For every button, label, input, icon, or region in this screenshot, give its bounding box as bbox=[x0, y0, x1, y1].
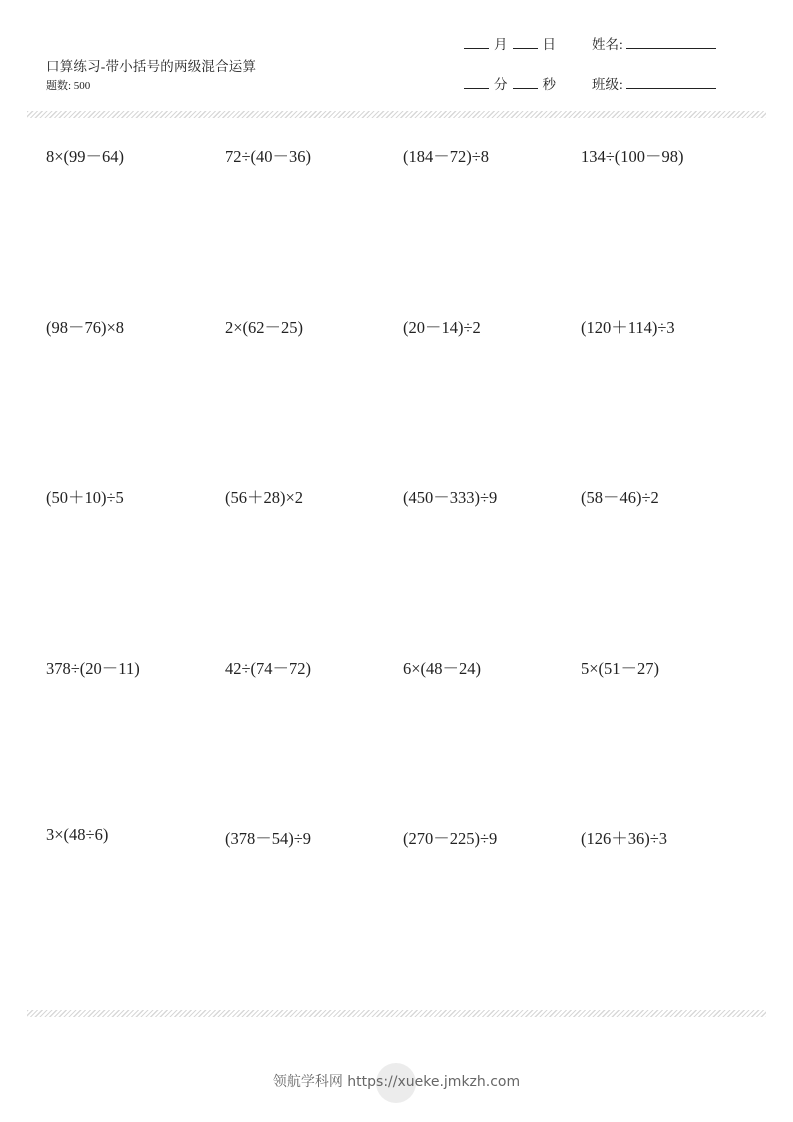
problem: (98－76)×8 bbox=[46, 317, 125, 337]
problem: (184－72)÷8 bbox=[403, 147, 490, 166]
problem-row bbox=[46, 143, 766, 314]
problem: (120＋114)÷3 bbox=[581, 317, 675, 337]
problem: 134÷(100－98) bbox=[581, 147, 684, 166]
problem-row bbox=[46, 655, 766, 826]
problem: 3×(48÷6) bbox=[46, 825, 109, 844]
problem: (56＋28)×2 bbox=[225, 488, 304, 507]
problem-grid bbox=[46, 143, 766, 996]
problem: (450－333)÷9 bbox=[403, 488, 498, 507]
class-label: 班级: bbox=[592, 77, 623, 92]
problem: 5×(51－27) bbox=[581, 658, 660, 678]
problem: (50＋10)÷5 bbox=[46, 488, 124, 507]
problem: (126＋36)÷3 bbox=[581, 829, 668, 848]
question-count: 题数: 500 bbox=[46, 80, 91, 92]
problem: 42÷(74－72) bbox=[225, 658, 312, 678]
problem: (378－54)÷9 bbox=[225, 829, 312, 848]
problem: (20－14)÷2 bbox=[403, 317, 481, 337]
minute-blank[interactable] bbox=[464, 87, 489, 89]
day-label: 日 bbox=[542, 37, 556, 52]
day-blank[interactable] bbox=[513, 47, 538, 49]
problem: 72÷(40－36) bbox=[225, 147, 312, 166]
month-blank[interactable] bbox=[464, 47, 489, 49]
second-label: 秒 bbox=[542, 77, 556, 92]
problem: 2×(62－25) bbox=[225, 317, 304, 337]
problem: 8×(99－64) bbox=[46, 147, 125, 166]
top-divider bbox=[27, 111, 766, 118]
footer-text[interactable]: 领航学科网 https://xueke.jmkzh.com bbox=[272, 1074, 521, 1090]
problem-row bbox=[46, 484, 766, 655]
date-name-row bbox=[464, 33, 716, 53]
problem-row bbox=[46, 314, 766, 485]
problem-row bbox=[46, 825, 766, 996]
bottom-divider bbox=[27, 1010, 766, 1017]
problem: (270－225)÷9 bbox=[403, 829, 498, 848]
minute-label: 分 bbox=[494, 77, 508, 92]
problem: 6×(48－24) bbox=[403, 658, 482, 678]
worksheet-title: 口算练习-带小括号的两级混合运算 bbox=[46, 59, 257, 74]
problem: 378÷(20－11) bbox=[46, 658, 140, 678]
name-blank[interactable] bbox=[626, 47, 716, 49]
second-blank[interactable] bbox=[513, 87, 538, 89]
month-label: 月 bbox=[494, 37, 508, 52]
name-label: 姓名: bbox=[592, 37, 623, 52]
time-class-row bbox=[464, 73, 716, 93]
class-blank[interactable] bbox=[626, 87, 716, 89]
problem: (58－46)÷2 bbox=[581, 488, 659, 507]
